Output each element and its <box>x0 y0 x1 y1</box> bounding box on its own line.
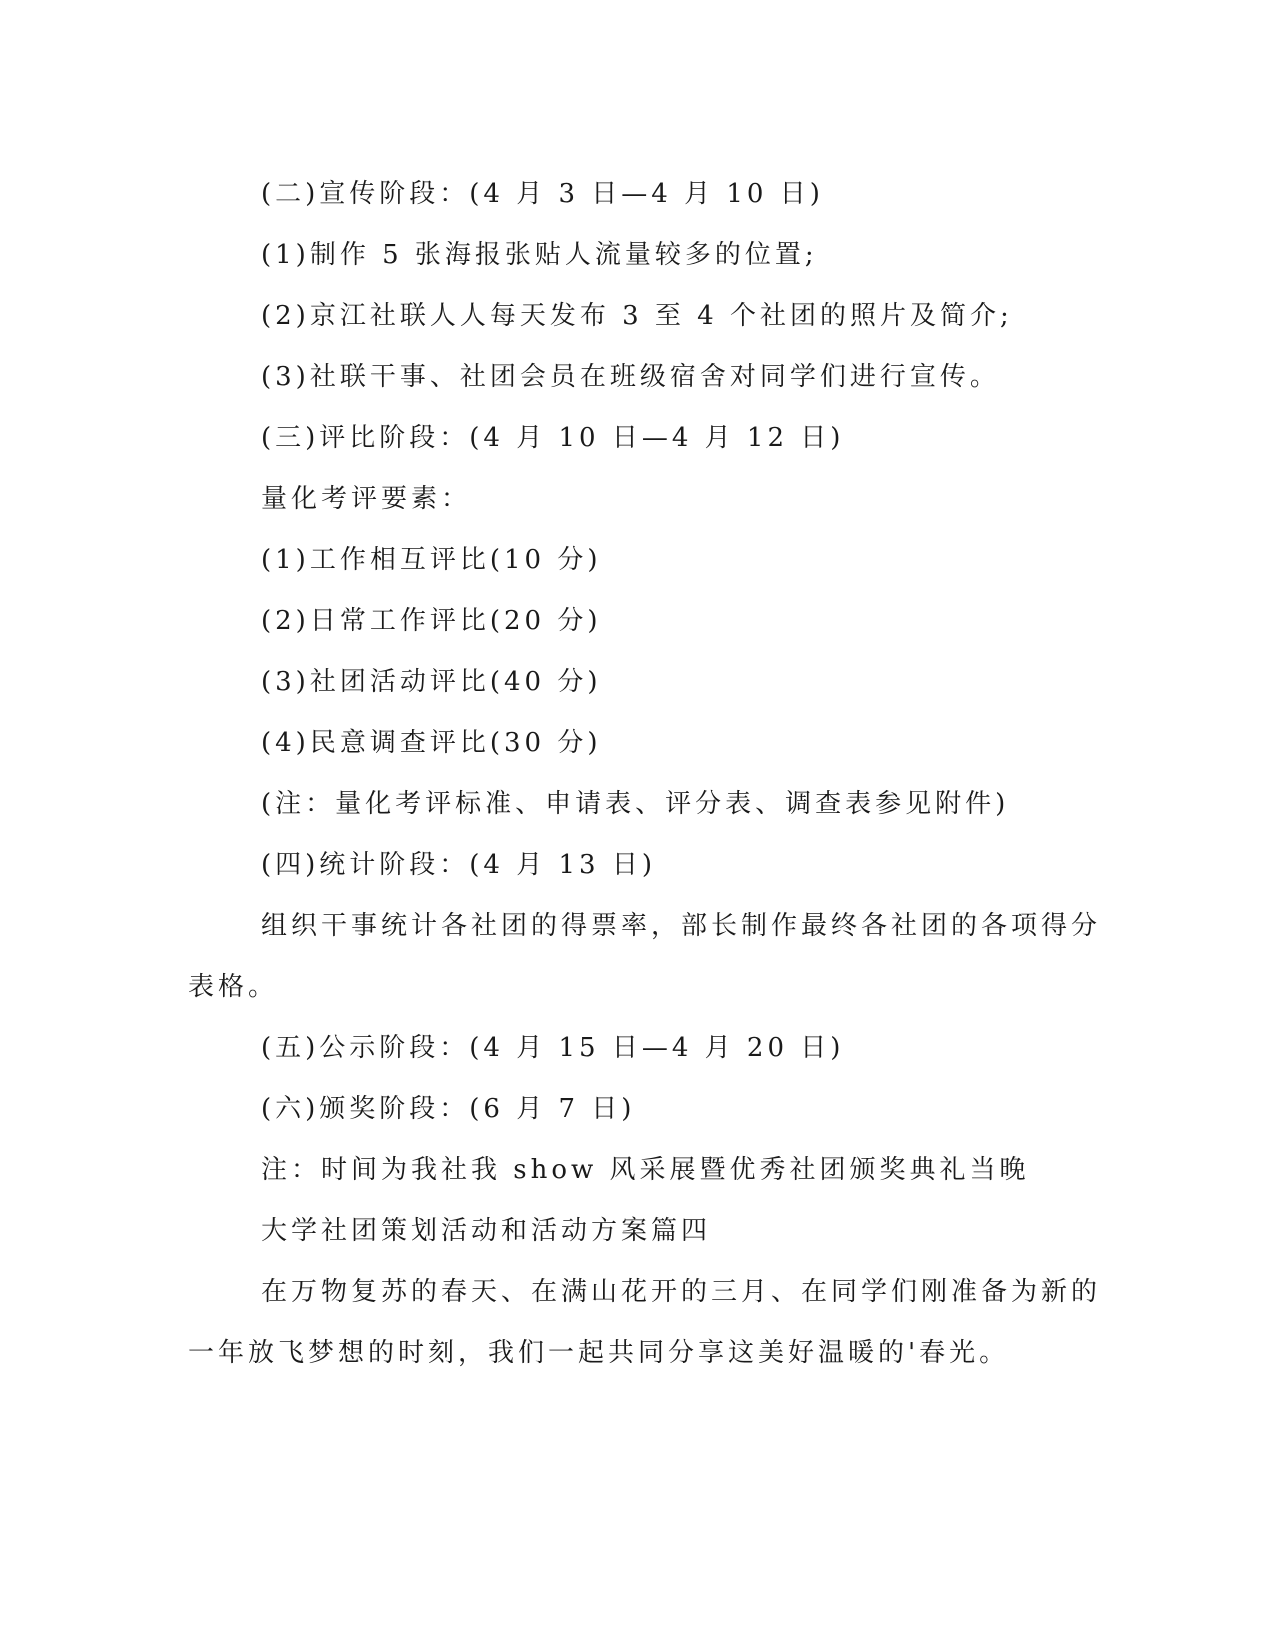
article-subtitle: 大学社团策划活动和活动方案篇四 <box>261 1216 712 1246</box>
list-item-posters: (1)制作 5 张海报张贴人流量较多的位置; <box>261 240 818 270</box>
list-item-mutual-evaluation: (1)工作相互评比(10 分) <box>261 545 602 575</box>
section-heading-award: (六)颁奖阶段：(6 月 7 日) <box>261 1094 636 1124</box>
section-heading-announcement: (五)公示阶段：(4 月 15 日—4 月 20 日) <box>261 1033 845 1063</box>
note-award-time: 注：时间为我社我 show 风采展暨优秀社团颁奖典礼当晚 <box>261 1155 1030 1185</box>
paragraph-line: 组织干事统计各社团的得票率，部长制作最终各社团的各项得分 <box>261 911 1102 941</box>
paragraph-line: 一年放飞梦想的时刻，我们一起共同分享这美好温暖的'春光。 <box>188 1338 1010 1368</box>
list-item-club-activity: (3)社团活动评比(40 分) <box>261 667 602 697</box>
list-item-daily-work: (2)日常工作评比(20 分) <box>261 606 602 636</box>
paragraph-line: 在万物复苏的春天、在满山花开的三月、在同学们刚准备为新的 <box>261 1277 1102 1307</box>
evaluation-factors-label: 量化考评要素： <box>261 484 472 514</box>
paragraph-statistics-detail <box>188 896 1102 1018</box>
list-item-dorm-promotion: (3)社联干事、社团会员在班级宿舍对同学们进行宣传。 <box>261 362 1000 392</box>
paragraph-spring-intro <box>188 1262 1102 1384</box>
note-attachments: (注：量化考评标准、申请表、评分表、调查表参见附件) <box>261 789 1010 819</box>
section-heading-evaluation: (三)评比阶段：(4 月 10 日—4 月 12 日) <box>261 423 845 453</box>
paragraph-line: 表格。 <box>188 972 279 1002</box>
section-heading-publicity: (二)宣传阶段：(4 月 3 日—4 月 10 日) <box>261 179 824 209</box>
document-body <box>188 164 1102 1384</box>
list-item-daily-posts: (2)京江社联人人每天发布 3 至 4 个社团的照片及简介; <box>261 301 1013 331</box>
list-item-public-survey: (4)民意调查评比(30 分) <box>261 728 602 758</box>
section-heading-statistics: (四)统计阶段：(4 月 13 日) <box>261 850 656 880</box>
